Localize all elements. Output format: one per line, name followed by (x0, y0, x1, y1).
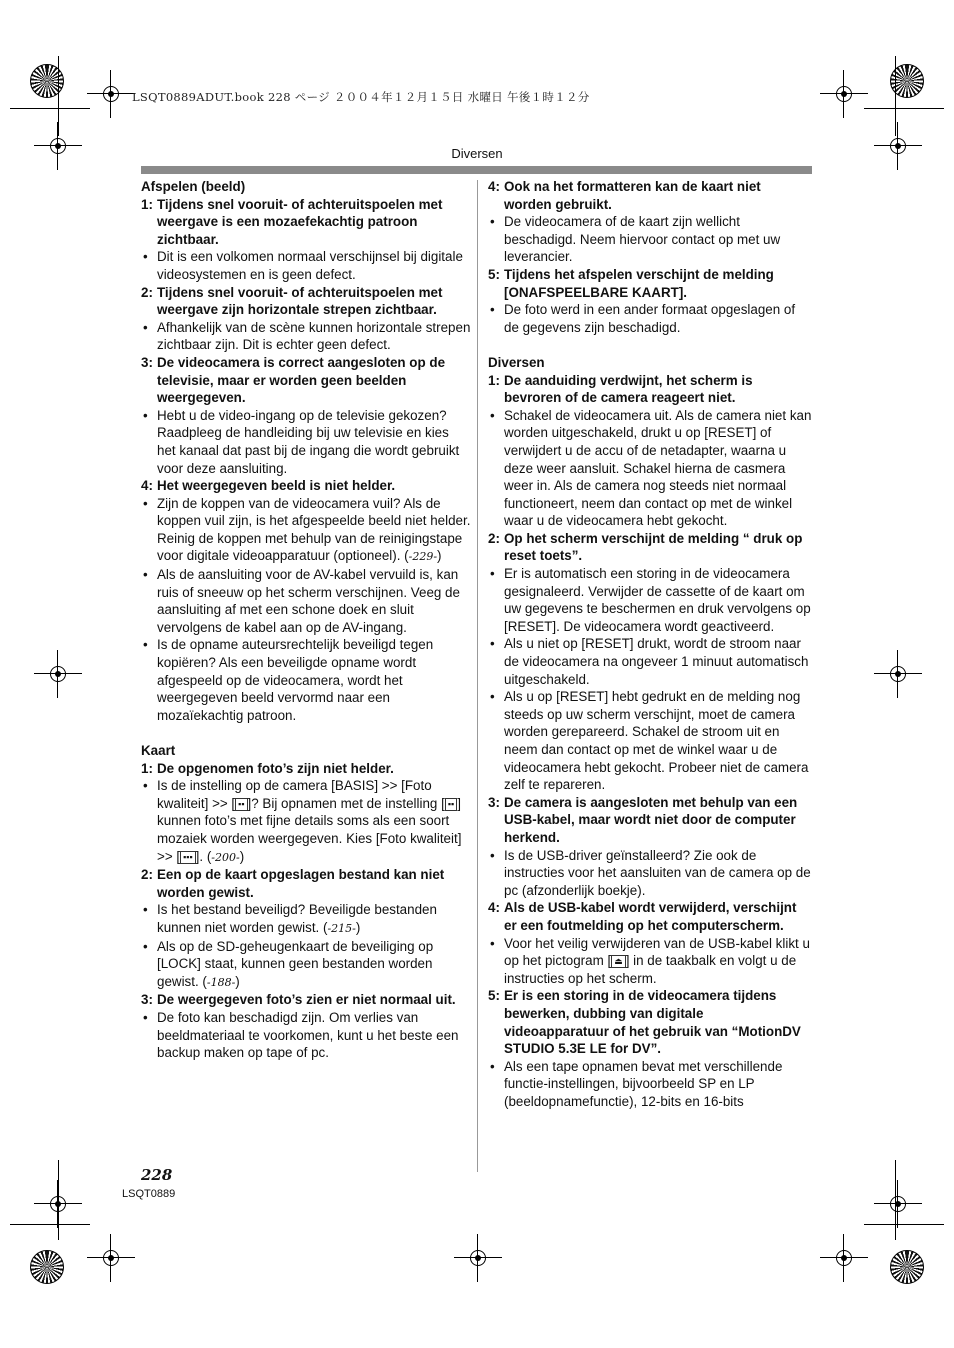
question: 3: De camera is aangesloten met behulp van een USB-kabel, maar wordt niet door de computer herkend. (488, 794, 798, 845)
page-reference: -229- (408, 550, 438, 564)
bullet-icon: • (490, 689, 495, 705)
safely-remove-hardware-icon: ⏏ (611, 955, 626, 968)
section-title: Diversen (451, 146, 503, 161)
bullet-icon: • (143, 902, 148, 918)
question: 3: De videocamera is correct aangesloten op de televisie, maar er worden geen beelden weergegeven. (141, 354, 446, 406)
question: 2: Een op de kaart opgeslagen bestand kan niet worden gewist. (141, 867, 445, 900)
bullet-item: • De foto werd in een ander formaat opgeslagen of de gegevens zijn beschadigd. (490, 302, 796, 335)
registration-wheel-bottom-right (890, 1250, 924, 1284)
bullet-item: • Zijn de koppen van de videocamera vuil? Als de koppen vuil zijn, is het afgespeelde beeld niet helder. Reinig de koppen met behulp van de reinigingstape voor digitale videoapparatuur (optioneel). (-229-) (141, 495, 471, 566)
trim-line (58, 1160, 59, 1240)
question: 1: De opgenomen foto’s zijn niet helder. (141, 760, 394, 776)
trim-line (58, 56, 59, 136)
bullet-icon: • (490, 636, 495, 652)
trim-line (10, 108, 90, 109)
crosshair-mark (820, 70, 868, 118)
bullet-item: • Is het bestand beveiligd? Beveiligde bestanden kunnen niet worden gewist. (-215-) (141, 901, 471, 937)
bullet-item: • Als de aansluiting voor de AV-kabel vervuild is, kan ruis of sneeuw op het scherm verschijnen. Veeg de aansluiting af met een schone doek en sluit vervolgens de kabel aan op de AV-ingang. (143, 567, 460, 635)
question: 2: Tijdens snel vooruit- of achteruitspoelen met weergave zijn horizontale strepen zichtbaar. (141, 284, 443, 318)
page-reference: -215- (327, 921, 356, 935)
trim-line (10, 1224, 90, 1225)
question: 4: Ook na het formatteren kan de kaart niet worden gebruikt. (488, 179, 761, 212)
bullet-item: • Hebt u de video-ingang op de televisie gekozen? Raadpleeg de handleiding bij uw televisie en kies het kanaal dat past bij de ingang die wordt gebruikt voor deze aansluiting. (143, 407, 460, 476)
bullet-item: • Afhankelijk van de scène kunnen horizontale strepen zichtbaar zijn. Dit is echter geen defect. (143, 319, 471, 353)
question: 1: Tijdens snel vooruit- of achteruitspoelen met weergave is een mozaefekachtig patroon zichtbaar. (141, 196, 443, 247)
right-column (488, 178, 812, 1110)
trim-line (895, 56, 896, 136)
print-job-header: LSQT0889ADUT.book 228 ページ ２００４年１２月１５日 水曜日 午後１時１２分 (132, 90, 590, 104)
question: 4: Het weergegeven beeld is niet helder. (141, 478, 396, 494)
bullet-icon: • (490, 407, 495, 423)
bullet-icon: • (490, 1058, 495, 1074)
header-rule (141, 166, 812, 174)
bullet-item: • Als u niet op [RESET] drukt, wordt de stroom naar de videocamera na ongeveer 1 minuut automatisch uitgeschakeld. (490, 636, 809, 687)
bullet-item: • Als u op [RESET] hebt gedrukt en de melding nog steeds op uw scherm verschijnt, moet de camera worden gerepareerd. Schakel de stroom uit en neem dan contact op met de winkel waar u de videocamera hebt gekocht. Probeer niet de camera zelf te repareren. (490, 689, 809, 793)
bullet-item: • De foto kan beschadigd zijn. Om verlies van beeldmateriaal te voorkomen, kunt u het beste een backup maken op tape of pc. (143, 1009, 459, 1061)
bullet-icon: • (490, 847, 495, 863)
question: 5: Tijdens het afspelen verschijnt de melding [ONAFSPEELBARE KAART]. (488, 266, 774, 300)
heading-playback: Afspelen (beeld) (141, 179, 246, 194)
bullet-item: • Is de opname auteursrechtelijk beveiligd tegen kopiëren? Als een beveiligde opname wordt afgespeeld op de videocamera, wordt het weergegeven beeld vervormd naar een mozaïekachtig patroon. (143, 637, 434, 723)
normal-quality-icon: ▪▪ (445, 798, 457, 811)
question: 1: De aanduiding verdwijnt, het scherm is bevroren of de camera reageert niet. (488, 372, 753, 406)
question: 4: Als de USB-kabel wordt verwijderd, verschijnt er een foutmelding op het computerscherm. (488, 900, 797, 933)
registration-wheel-bottom-left (30, 1250, 64, 1284)
page-number: 228 (141, 1166, 173, 1184)
normal-quality-icon: ▪▪ (235, 798, 247, 811)
heading-card: Kaart (141, 743, 176, 758)
bullet-item: • Is de instelling op de camera [BASIS] >> [Foto kwaliteit] >> [ ▪▪ ]? Bij opnamen met de instelling [ ▪▪ ] kunnen foto’s met fijne details soms als een soort mozaiek worden weergegeven. Kies [Foto kwaliteit] >> [ ▪▪▪ ]. (-200-) (141, 777, 471, 866)
bullet-icon: • (490, 214, 495, 230)
trim-line (864, 1224, 944, 1225)
bullet-item: • Voor het veilig verwijderen van de USB-kabel klikt u op het pictogram [ ⏏ ] in de taakbalk en volgt u de instructies op het scherm. (490, 935, 810, 986)
column-divider (477, 180, 478, 1172)
question: 3: De weergegeven foto’s zien er niet normaal uit. (141, 992, 456, 1008)
bullet-icon: • (143, 249, 148, 265)
bullet-item: • Schakel de videocamera uit. Als de camera niet kan worden uitgeschakeld, drukt u op [RESET] of verwijdert u de accu of de netadapter, waarna u deze weer aansluit. Schakel hierna de casmera weer in. Als de camera nog steeds niet normaal functioneert, neem dan contact op met de winkel waar u de videocamera hebt gekocht. (490, 407, 812, 529)
bullet-icon: • (490, 302, 495, 318)
page-reference: -188- (206, 975, 236, 989)
trim-line (864, 108, 944, 109)
bullet-icon: • (143, 407, 148, 423)
crosshair-mark (87, 70, 135, 118)
bullet-item: • Dit is een volkomen normaal verschijnsel bij digitale videosystemen en is geen defect. (143, 249, 463, 282)
bullet-icon: • (490, 566, 495, 582)
crosshair-mark (820, 1234, 868, 1282)
fine-quality-icon: ▪▪▪ (180, 851, 196, 864)
question: 2: Op het scherm verschijnt de melding “ druk op reset toets”. (488, 530, 803, 564)
left-column (141, 178, 471, 1062)
bullet-item: • Als op de SD-geheugenkaart de beveiliging op [LOCK] staat, kunnen geen bestanden worden gewist. (-188-) (141, 938, 471, 992)
bullet-item: • De videocamera of de kaart zijn wellicht beschadigd. Neem hiervoor contact op met uw leverancier. (490, 214, 781, 265)
bullet-icon: • (143, 1009, 148, 1025)
crosshair-mark (874, 650, 922, 698)
bullet-icon: • (143, 637, 148, 653)
heading-miscellaneous: Diversen (488, 354, 545, 370)
bullet-icon: • (490, 935, 495, 951)
bullet-item: • Er is automatisch een storing in de videocamera gesignaleerd. Verwijder de cassette of de kaart om uw gegevens te beschermen en druk vervolgens op [RESET]. De videocamera wordt geactiveerd. (490, 566, 811, 634)
question: 5: Er is een storing in de videocamera tijdens bewerken, dubbing van digitale videoapparatuur of het gebruik van “MotionDV STUDIO 5.3E LE for DV”. (488, 988, 801, 1057)
bullet-icon: • (143, 938, 148, 954)
bullet-icon: • (143, 495, 148, 511)
bullet-icon: • (143, 567, 148, 583)
bullet-icon: • (143, 319, 148, 335)
crosshair-mark (874, 1180, 922, 1228)
crosshair-mark (454, 1234, 502, 1282)
crosshair-mark (87, 1234, 135, 1282)
page-reference: -200- (211, 850, 240, 864)
trim-line (895, 1160, 896, 1240)
bullet-item: • Is de USB-driver geïnstalleerd? Zie ook de instructies voor het aansluiten van de camera op de pc (afzonderlijk boekje). (490, 847, 811, 898)
crosshair-mark (34, 650, 82, 698)
model-code: LSQT0889 (122, 1188, 176, 1200)
bullet-item: • Als een tape opnamen bevat met verschillende functie-instellingen, bijvoorbeeld SP en LP (beeldopnamefunctie), 12-bits en 16-bits (490, 1058, 783, 1109)
bullet-icon: • (143, 778, 148, 794)
